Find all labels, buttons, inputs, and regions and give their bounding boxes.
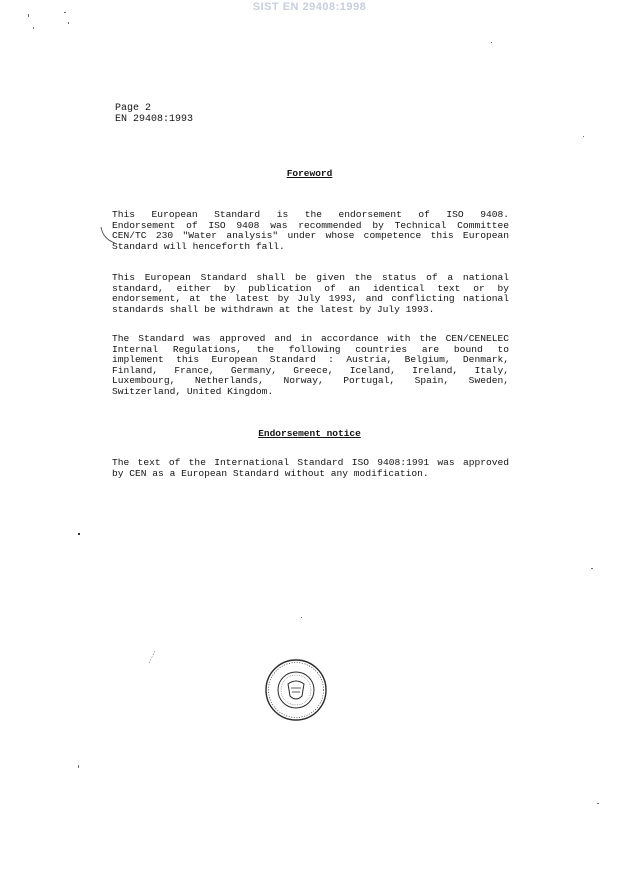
scan-speck [68,22,69,24]
text-line: This European Standard is the endorsement of ISO 9408. [112,209,509,220]
document-number: EN 29408:1993 [115,114,194,125]
scan-speck [28,14,29,17]
foreword-paragraph-2 [112,273,509,315]
text-line: Finland, France, Germany, Greece, Iceland, Ireland, Italy, [112,364,509,376]
watermark: SIST EN 29408:1998 [252,1,367,13]
text-line: endorsement, at the latest by July 1993, and conflicting national [112,293,509,304]
scan-speck [33,27,34,29]
scan-speck [591,568,593,569]
scan-speck [583,136,584,137]
page-number: Page 2 [115,103,152,114]
text-line: Luxembourg, Netherlands, Norway, Portugal, Spain, Sweden, [112,375,509,386]
scan-speck [597,803,599,804]
margin-mark [98,225,118,247]
text-line: This European Standard shall be given the status of a national [112,272,509,283]
text-line: The text of the International Standard ISO 9408:1991 was approved [112,457,509,468]
text-line: standards shall be withdrawn at the latest by July 1993. [112,303,435,315]
text-line: The Standard was approved and in accordance with the CEN/CENELEC [112,333,509,344]
text-line: Endorsement of ISO 9408 was recommended by Technical Committee [112,219,509,231]
seal-stamp [264,658,328,722]
page-header [115,103,193,125]
foreword-paragraph-3 [112,334,509,397]
foreword-paragraph-1 [112,210,509,252]
endorsement-paragraph [112,458,509,479]
text-line: Internal Regulations, the following countries are bound to [112,343,509,355]
scan-speck [78,533,80,535]
text-line: by CEN as a European Standard without any modification. [112,467,429,479]
endorsement-heading: Endorsement notice [258,428,361,439]
scan-speck [64,12,66,13]
text-line: standard, either by publication of an identical text or by [112,282,509,294]
scan-speck [146,650,158,666]
scan-speck [78,765,79,768]
text-line: implement this European Standard : Austria, Belgium, Denmark, [112,354,509,365]
scan-speck [301,617,302,618]
text-line: Standard will henceforth fall. [112,240,285,252]
foreword-heading: Foreword [286,168,333,179]
text-line: Switzerland, United Kingdom. [112,385,274,397]
text-line: CEN/TC 230 "Water analysis" under whose competence this European [112,230,509,241]
scan-speck [491,42,492,43]
